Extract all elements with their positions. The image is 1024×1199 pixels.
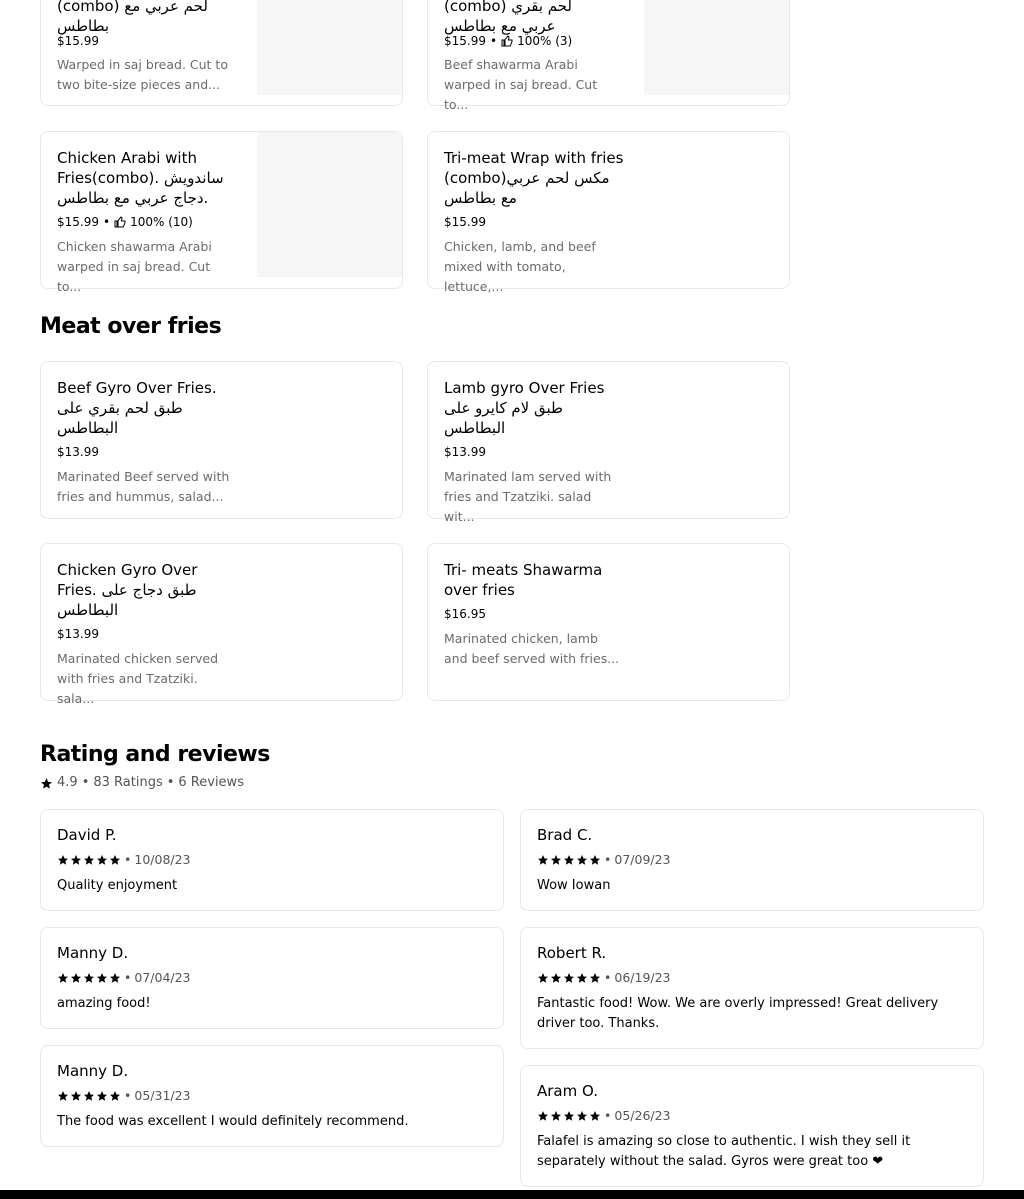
star-icon bbox=[83, 972, 95, 984]
review-meta bbox=[537, 970, 671, 986]
review-text: Quality enjoyment bbox=[57, 878, 178, 893]
item-price: $13.99 bbox=[57, 445, 99, 459]
star-icon bbox=[96, 854, 108, 866]
thumbs-up-icon bbox=[114, 216, 126, 228]
item-name: Beef Gyro Over Fries. طبق لحم بقري على البطاطس bbox=[57, 379, 217, 437]
separator: • bbox=[490, 34, 498, 48]
separator: • bbox=[604, 852, 612, 867]
separator: • bbox=[124, 970, 132, 985]
review-card bbox=[520, 927, 984, 1049]
item-description: Warped in saj bread. Cut to two bite-size pieces and... bbox=[57, 57, 228, 92]
star-icon bbox=[70, 854, 82, 866]
reviews-count: 6 Reviews bbox=[178, 775, 244, 790]
menu-item-card[interactable] bbox=[427, 0, 790, 112]
star-icon bbox=[57, 854, 69, 866]
star-icon bbox=[57, 1090, 69, 1102]
star-icon bbox=[109, 972, 121, 984]
item-image bbox=[644, 0, 789, 95]
star-icon bbox=[550, 972, 562, 984]
star-icon bbox=[537, 1110, 549, 1122]
item-description: Marinated Beef served with fries and hummus, salad... bbox=[57, 469, 230, 504]
menu-item-card[interactable] bbox=[40, 131, 403, 294]
review-card bbox=[40, 1045, 504, 1147]
review-text: Falafel is amazing so close to authentic. I wish they sell it separately without the salad. Gyros were great too ❤ bbox=[537, 1134, 911, 1169]
review-text: Fantastic food! Wow. We are overly impressed! Great delivery driver too. Thanks. bbox=[537, 996, 939, 1031]
item-image bbox=[257, 0, 402, 95]
item-price: $13.99 bbox=[57, 627, 99, 641]
separator: • bbox=[81, 775, 90, 790]
review-text: The food was excellent I would definitely recommend. bbox=[57, 1114, 409, 1129]
star-icon bbox=[550, 854, 562, 866]
review-date: 05/31/23 bbox=[134, 1088, 191, 1103]
item-description: Beef shawarma Arabi warped in saj bread. Cut to... bbox=[444, 57, 598, 112]
separator: • bbox=[604, 1108, 612, 1123]
item-meta bbox=[444, 444, 486, 460]
item-price: $13.99 bbox=[444, 445, 486, 459]
star-icon bbox=[83, 854, 95, 866]
star-icon bbox=[589, 854, 601, 866]
star-icon bbox=[83, 1090, 95, 1102]
star-icon bbox=[576, 854, 588, 866]
item-meta bbox=[57, 444, 99, 460]
star-rating bbox=[537, 1110, 601, 1122]
star-icon bbox=[550, 1110, 562, 1122]
star-icon bbox=[589, 1110, 601, 1122]
reviewer-name: Manny D. bbox=[57, 1062, 129, 1080]
item-description: Marinated chicken served with fries and Tzatziki. sala... bbox=[57, 651, 219, 706]
item-meta bbox=[444, 606, 486, 622]
separator: • bbox=[604, 970, 612, 985]
review-text: Wow Iowan bbox=[537, 878, 611, 893]
item-price: $15.99 bbox=[444, 215, 486, 229]
item-description: Marinated lam served with fries and Tzatziki. salad wit... bbox=[444, 469, 612, 524]
review-text: amazing food! bbox=[57, 996, 151, 1011]
section-title-reviews: Rating and reviews bbox=[40, 742, 270, 767]
star-icon bbox=[70, 1090, 82, 1102]
star-rating bbox=[57, 854, 121, 866]
menu-item-card[interactable] bbox=[40, 361, 403, 519]
star-rating bbox=[537, 972, 601, 984]
review-date: 06/19/23 bbox=[614, 970, 671, 985]
star-icon bbox=[70, 972, 82, 984]
separator: • bbox=[166, 775, 175, 790]
item-name: Chicken Gyro Over Fries. طبق دجاج على البطاطس bbox=[57, 561, 198, 619]
star-icon bbox=[40, 777, 53, 790]
reviewer-name: Robert R. bbox=[537, 944, 607, 962]
item-meta bbox=[444, 214, 486, 230]
star-icon bbox=[563, 854, 575, 866]
star-icon bbox=[563, 972, 575, 984]
star-icon bbox=[96, 1090, 108, 1102]
item-description: Chicken shawarma Arabi warped in saj bread. Cut to... bbox=[57, 239, 212, 294]
review-date: 07/04/23 bbox=[134, 970, 191, 985]
ratings-count: 83 Ratings bbox=[93, 775, 163, 790]
item-name: Tri-meat Wrap with fries (combo)مكس لحم عربي مع بطاطس bbox=[444, 149, 624, 207]
review-card bbox=[40, 927, 504, 1029]
thumbs-up-icon bbox=[501, 35, 513, 47]
review-card bbox=[40, 809, 504, 911]
item-rating: 100% (10) bbox=[130, 215, 193, 229]
review-meta bbox=[537, 852, 671, 868]
reviewer-name: Manny D. bbox=[57, 944, 129, 962]
item-description: Marinated chicken, lamb and beef served with fries... bbox=[444, 631, 620, 666]
separator: • bbox=[103, 215, 111, 229]
separator: • bbox=[124, 1088, 132, 1103]
review-date: 05/26/23 bbox=[614, 1108, 671, 1123]
star-rating bbox=[57, 972, 121, 984]
star-icon bbox=[563, 1110, 575, 1122]
star-icon bbox=[96, 972, 108, 984]
review-card bbox=[520, 809, 984, 911]
item-name: Tri- meats Shawarma over fries bbox=[444, 561, 603, 599]
review-meta bbox=[57, 970, 191, 986]
separator: • bbox=[124, 852, 132, 867]
item-name: Chicken Arabi with Fries(combo). ساندويش دجاج عربي مع بطاطس. bbox=[57, 149, 224, 207]
footer-bar bbox=[0, 1190, 1024, 1199]
item-price: $16.95 bbox=[444, 607, 486, 621]
menu-item-card[interactable] bbox=[427, 543, 790, 701]
star-rating bbox=[57, 1090, 121, 1102]
item-name: Lamb gyro Over Fries طبق لام كايرو على البطاطس bbox=[444, 379, 605, 437]
star-icon bbox=[537, 972, 549, 984]
rating-summary bbox=[40, 775, 244, 791]
item-meta bbox=[57, 33, 99, 49]
average-rating: 4.9 bbox=[57, 775, 78, 790]
menu-item-card[interactable] bbox=[40, 0, 403, 106]
item-price: $15.99 bbox=[57, 34, 99, 48]
menu-item-card[interactable] bbox=[427, 131, 790, 294]
star-icon bbox=[57, 972, 69, 984]
star-icon bbox=[576, 1110, 588, 1122]
review-date: 07/09/23 bbox=[614, 852, 671, 867]
item-price: $15.99 bbox=[444, 34, 486, 48]
item-meta bbox=[57, 626, 99, 642]
item-name: (combo) لحم عربي مع بطاطس bbox=[57, 0, 208, 35]
menu-item-card[interactable] bbox=[427, 361, 790, 524]
section-title-meat-over-fries: Meat over fries bbox=[40, 314, 222, 339]
item-image bbox=[257, 132, 402, 277]
review-meta bbox=[537, 1108, 671, 1124]
item-description: Chicken, lamb, and beef mixed with tomato, lettuce,... bbox=[444, 239, 596, 294]
star-icon bbox=[589, 972, 601, 984]
review-meta bbox=[57, 1088, 191, 1104]
star-rating bbox=[537, 854, 601, 866]
star-icon bbox=[109, 1090, 121, 1102]
review-card bbox=[520, 1065, 984, 1187]
review-date: 10/08/23 bbox=[134, 852, 191, 867]
item-rating: 100% (3) bbox=[517, 34, 573, 48]
item-price: $15.99 bbox=[57, 215, 99, 229]
star-icon bbox=[109, 854, 121, 866]
item-meta bbox=[57, 214, 193, 230]
star-icon bbox=[576, 972, 588, 984]
review-meta bbox=[57, 852, 191, 868]
reviewer-name: David P. bbox=[57, 826, 117, 844]
reviewer-name: Aram O. bbox=[537, 1082, 598, 1100]
star-icon bbox=[537, 854, 549, 866]
item-meta bbox=[444, 33, 572, 49]
item-name: (combo) لحم بقري عربي مع بطاطس bbox=[444, 0, 573, 35]
reviewer-name: Brad C. bbox=[537, 826, 593, 844]
menu-item-card[interactable] bbox=[40, 543, 403, 706]
